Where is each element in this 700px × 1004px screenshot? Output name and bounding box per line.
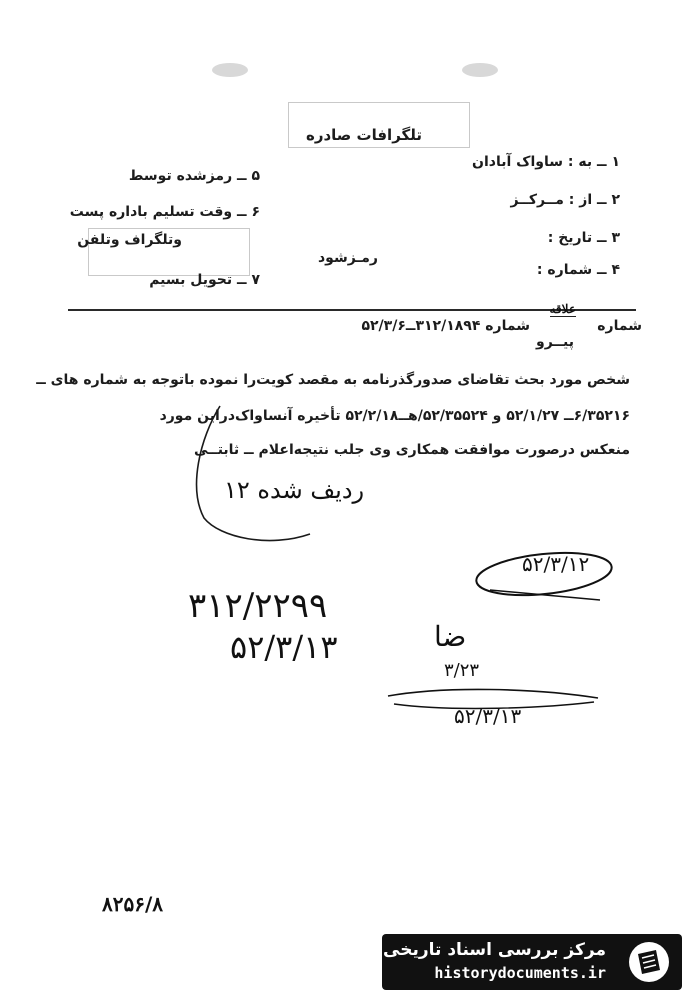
- body-line-3: منعکس درصورت موافقت همکاری وی جلب نتیجه‌اعلام ــ ثابتــی: [193, 442, 630, 458]
- handwritten-big-date: ۵۲/۳/۱۳: [230, 628, 338, 666]
- body-line-1: شخص مورد بحث تقاضای صدورگذرنامه به مقصد کویت‌را نموده باتوجه به شماره های ــ: [36, 372, 630, 388]
- field-date: ۳ ــ تاریخ :: [547, 230, 620, 246]
- reference-shomare-label: شماره: [597, 318, 642, 334]
- handwritten-initial: ضا: [434, 620, 467, 653]
- handwritten-circled-date: ۵۲/۳/۱۲: [522, 552, 590, 576]
- field-to: ۱ ــ به : ساواک آبادان: [472, 154, 620, 170]
- field-delivery-time: ۶ ــ وقت تسلیم باداره پست: [69, 204, 260, 220]
- field-delivered-to: ۷ ــ تحویل بسیم: [149, 272, 260, 288]
- field-encoded-by: ۵ ــ رمزشده توسط: [128, 168, 260, 184]
- archive-code: ۸۲۵۶/۸: [102, 892, 164, 916]
- watermark-banner: [382, 934, 682, 990]
- field-number: ۴ ــ شماره :: [536, 262, 620, 278]
- handwritten-small-number: ۳/۲۳: [444, 660, 480, 681]
- handwritten-note-mid: ردیف شده ۱۲: [224, 476, 365, 504]
- watermark-title: مرکز بررسی اسناد تاریخی: [383, 940, 606, 960]
- book-scroll-icon: [626, 940, 672, 984]
- reference-class-label: علاقه: [549, 302, 576, 316]
- reference-pirow-label: پیــرو: [536, 334, 574, 350]
- smudge-mark-right: [460, 60, 500, 80]
- body-line-2: ۶/۳۵۲۱۶ــ ۵۲/۱/۲۷ و ۵۲/۳۵۵۲۴/هــ۵۲/۲/۱۸ تأخیره آنساواک‌دراین مورد: [159, 408, 630, 424]
- handwritten-big-number: ۳۱۲/۲۲۹۹: [188, 586, 328, 626]
- field-from: ۲ ــ از : مــرکــز: [510, 192, 620, 208]
- watermark-url: historydocuments.ir: [434, 964, 606, 982]
- encode-instruction: رمـزشود: [318, 250, 378, 266]
- handwritten-small-date: ۵۲/۳/۱۳: [454, 704, 522, 728]
- smudge-mark-left: [210, 60, 250, 80]
- field-telegraph-phone: وتلگراف وتلفن: [77, 232, 182, 248]
- reference-number: شماره ۳۱۲/۱۸۹۴ــ۵۲/۳/۶: [361, 318, 530, 334]
- document-title: تلگرافات صادره: [305, 126, 422, 144]
